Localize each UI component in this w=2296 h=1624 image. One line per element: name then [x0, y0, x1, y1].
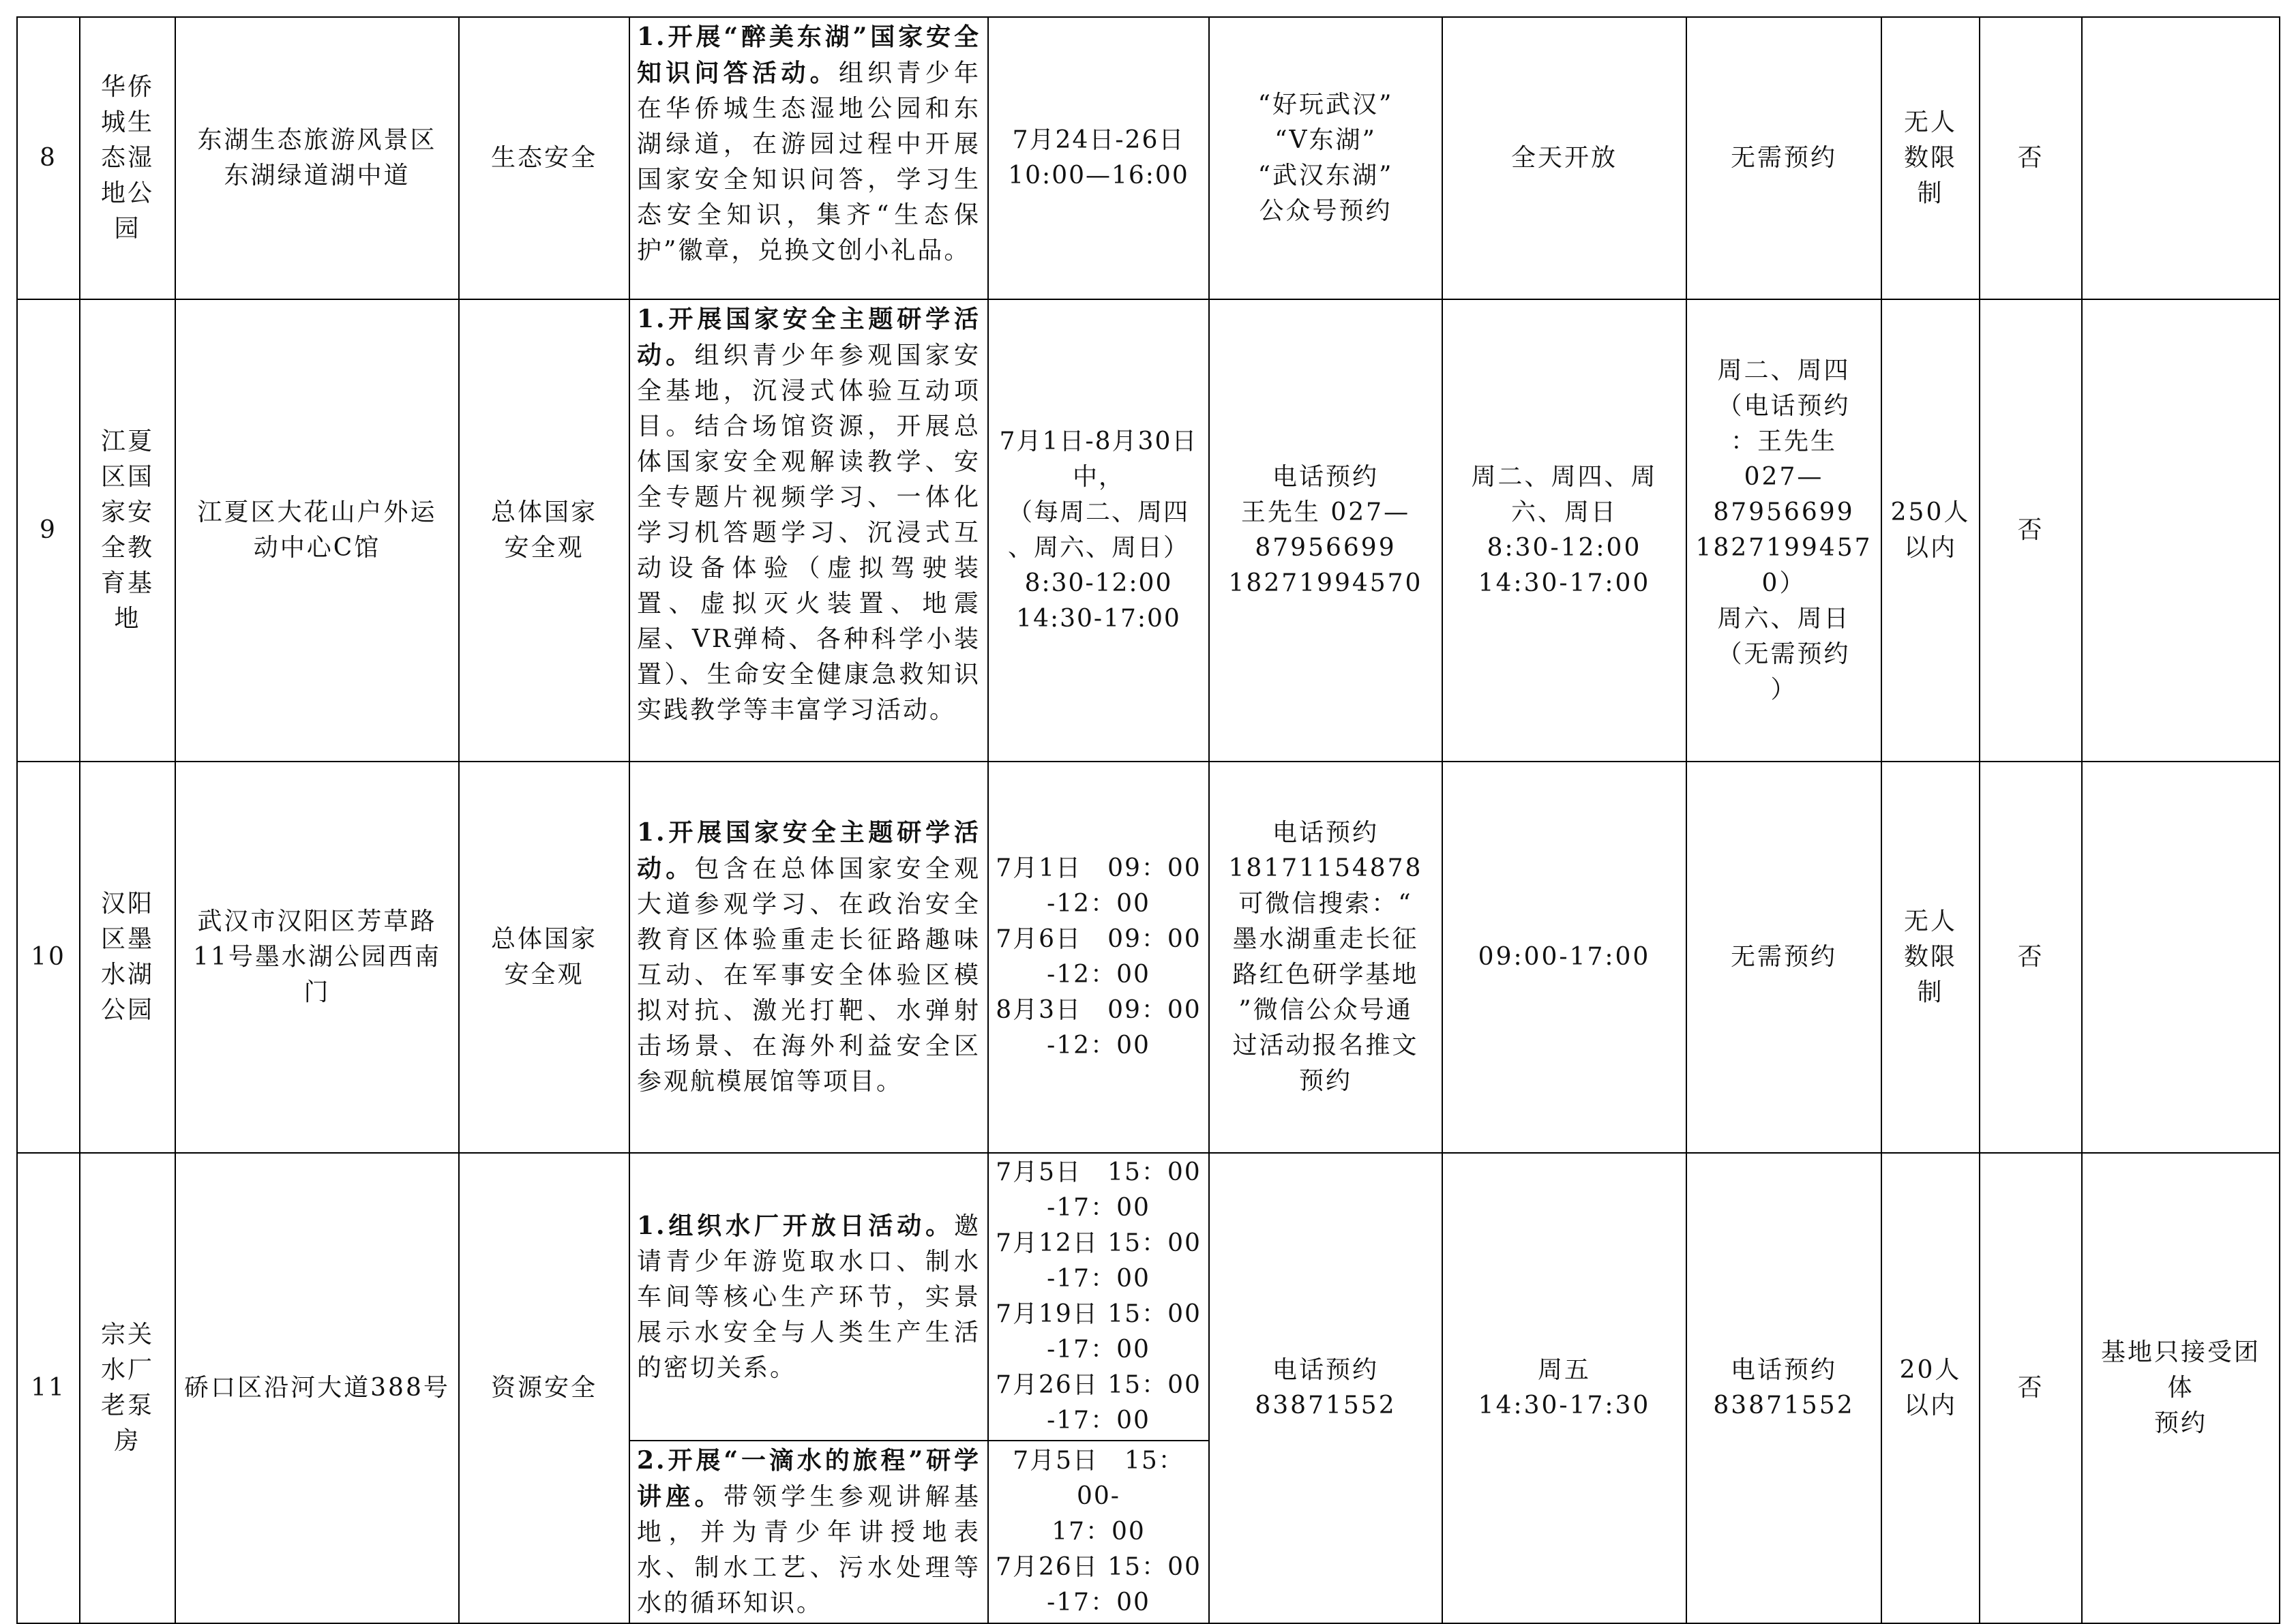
activity-description: 带领学生参观讲解基地，并为青少年讲授地表水、制水工艺、污水处理等水的循环知识。	[637, 1483, 981, 1617]
row-number: 9	[17, 299, 80, 762]
venue-address: 武汉市汉阳区芳草路 11号墨水湖公园西南 门	[175, 762, 459, 1153]
row-number: 8	[17, 17, 80, 299]
fee-required: 否	[1980, 17, 2082, 299]
table-row	[17, 299, 2280, 762]
safety-theme: 总体国家 安全观	[459, 762, 629, 1153]
fee-required: 否	[1980, 1153, 2082, 1623]
activity-description: 包含在总体国家安全观大道参观学习、在政治安全教育区体验重走长征路趣味互动、在军事安全体验区模拟对抗、激光打靶、水弹射击场景、在海外利益安全区参观航模展馆等项目。	[637, 855, 981, 1096]
activity-content	[629, 762, 988, 1153]
row-number: 10	[17, 762, 80, 1153]
reservation-info: 无需预约	[1686, 17, 1881, 299]
booking-method: “好玩武汉” “V东湖” “武汉东湖” 公众号预约	[1209, 17, 1442, 299]
reservation-info: 电话预约 83871552	[1686, 1153, 1881, 1623]
remark: 基地只接受团体 预约	[2082, 1153, 2280, 1623]
visitor-limit: 无人 数限 制	[1881, 762, 1980, 1153]
remark	[2082, 762, 2280, 1153]
activity-title: 2.开展“一滴水的旅程”研学讲座。	[637, 1446, 981, 1511]
table-row	[17, 762, 2280, 1153]
booking-method: 电话预约 18171154878 可微信搜索：“ 墨水湖重走长征 路红色研学基地 ”微信公众号通 过活动报名推文 预约	[1209, 762, 1442, 1153]
activity-title: 1.开展国家安全主题研学活动。	[637, 818, 981, 883]
visitor-limit: 20人 以内	[1881, 1153, 1980, 1623]
row-number: 11	[17, 1153, 80, 1623]
activity-time: 7月1日 09：00 -12：00 7月6日 09：00 -12：00 8月3日 09：00 -12：00	[988, 762, 1209, 1153]
activity-content	[629, 1441, 988, 1623]
activity-content	[629, 1153, 988, 1441]
activity-title: 1.开展国家安全主题研学活动。	[637, 305, 981, 370]
open-hours: 周五 14:30-17:30	[1442, 1153, 1686, 1623]
reservation-info: 无需预约	[1686, 762, 1881, 1153]
open-hours: 09:00-17:00	[1442, 762, 1686, 1153]
venue-name: 宗关 水厂 老泵 房	[80, 1153, 175, 1623]
activity-table	[16, 16, 2280, 1624]
venue-name: 华侨 城生 态湿 地公 园	[80, 17, 175, 299]
fee-required: 否	[1980, 299, 2082, 762]
venue-name: 汉阳 区墨 水湖 公园	[80, 762, 175, 1153]
open-hours: 全天开放	[1442, 17, 1686, 299]
activity-title: 1.开展“醉美东湖”国家安全知识问答活动。	[637, 22, 981, 87]
safety-theme: 总体国家 安全观	[459, 299, 629, 762]
open-hours: 周二、周四、周 六、周日 8:30-12:00 14:30-17:00	[1442, 299, 1686, 762]
activity-time: 7月5日 15：00 -17：00 7月12日 15：00 -17：00 7月19日 15：00 -17：00 7月26日 15：00 -17：00	[988, 1153, 1209, 1441]
venue-address: 东湖生态旅游风景区 东湖绿道湖中道	[175, 17, 459, 299]
activity-description: 组织青少年参观国家安全基地，沉浸式体验互动项目。结合场馆资源，开展总体国家安全观解读教学、安全专题片视频学习、一体化学习机答题学习、沉浸式互动设备体验（虚拟驾驶装置、虚拟灭火装置、地震屋、VR弹椅、各种科学小装置）、生命安全健康急救知识实践教学等丰富学习活动。	[637, 342, 981, 724]
activity-description: 邀请青少年游览取水口、制水车间等核心生产环节，实景展示水安全与人类生产生活的密切关系。	[637, 1212, 981, 1382]
venue-address: 硚口区沿河大道388号	[175, 1153, 459, 1623]
venue-address: 江夏区大花山户外运 动中心C馆	[175, 299, 459, 762]
activity-description: 组织青少年在华侨城生态湿地公园和东湖绿道，在游园过程中开展国家安全知识问答，学习生态安全知识，集齐“生态保护”徽章，兑换文创小礼品。	[637, 59, 981, 265]
table-row	[17, 17, 2280, 299]
activity-time: 7月1日-8月30日 中， （每周二、周四 、周六、周日） 8:30-12:00 14:30-17:00	[988, 299, 1209, 762]
safety-theme: 资源安全	[459, 1153, 629, 1623]
activity-time: 7月24日-26日 10:00—16:00	[988, 17, 1209, 299]
remark	[2082, 17, 2280, 299]
visitor-limit: 无人 数限 制	[1881, 17, 1980, 299]
booking-method: 电话预约 83871552	[1209, 1153, 1442, 1623]
table-row	[17, 1153, 2280, 1441]
activity-content	[629, 299, 988, 762]
booking-method: 电话预约 王先生 027— 87956699 18271994570	[1209, 299, 1442, 762]
reservation-info: 周二、周四 （电话预约 ：王先生 027— 87956699 1827199457 0） 周六、周日 （无需预约 ）	[1686, 299, 1881, 762]
activity-time: 7月5日 15：00- 17：00 7月26日 15：00 -17：00	[988, 1441, 1209, 1623]
activity-title: 1.组织水厂开放日活动。	[637, 1211, 954, 1240]
safety-theme: 生态安全	[459, 17, 629, 299]
activity-content	[629, 17, 988, 299]
remark	[2082, 299, 2280, 762]
venue-name: 江夏 区国 家安 全教 育基 地	[80, 299, 175, 762]
fee-required: 否	[1980, 762, 2082, 1153]
visitor-limit: 250人 以内	[1881, 299, 1980, 762]
